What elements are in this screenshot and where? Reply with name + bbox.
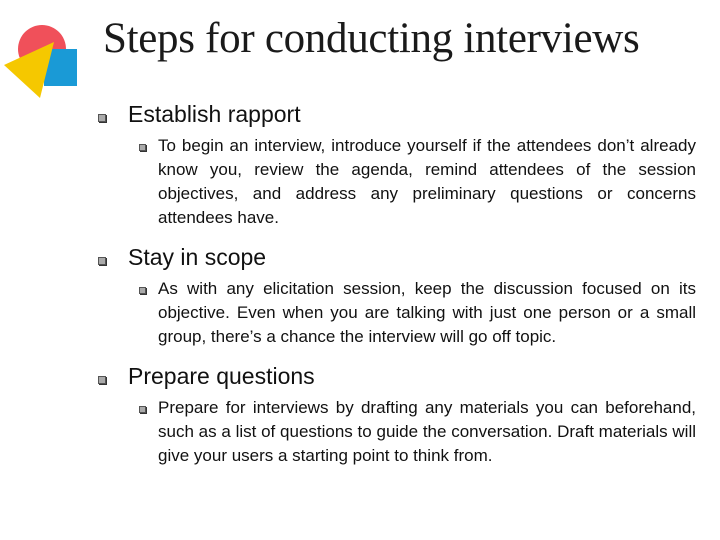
square-bullet-icon xyxy=(139,144,146,151)
bullet-level-2 xyxy=(124,396,696,468)
bullet-level-1 xyxy=(96,98,696,130)
square-bullet-icon xyxy=(139,287,146,294)
bullet-heading: Stay in scope xyxy=(128,244,267,270)
bullet-level-2 xyxy=(124,277,696,349)
square-bullet-icon xyxy=(98,114,106,122)
bullet-heading: Establish rapport xyxy=(128,101,301,127)
colored-shapes-logo-icon xyxy=(0,12,96,102)
square-bullet-icon xyxy=(98,376,106,384)
slide-logo xyxy=(0,12,96,102)
bullet-level-1 xyxy=(96,360,696,392)
square-bullet-icon xyxy=(139,406,146,413)
bullet-list xyxy=(96,98,696,479)
bullet-heading: Prepare questions xyxy=(128,363,315,389)
bullet-detail: Prepare for interviews by drafting any materials you can beforehand, such as a list of questions to guide the conversation. Draft materials will give your users a starting point to think from. xyxy=(158,398,696,465)
bullet-level-2 xyxy=(124,134,696,230)
bullet-detail: To begin an interview, introduce yourself if the attendees don’t already know you, review the agenda, remind attendees of the session objectives, and address any preliminary questions or concerns attendees have. xyxy=(158,136,696,227)
bullet-detail: As with any elicitation session, keep the discussion focused on its objective. Even when you are talking with just one person or a small group, there’s a chance the interview will go off topic. xyxy=(158,279,696,346)
square-bullet-icon xyxy=(98,257,106,265)
list-item xyxy=(96,98,696,230)
page-title: Steps for conducting interviews xyxy=(103,15,640,62)
list-item xyxy=(96,241,696,349)
list-item xyxy=(96,360,696,468)
bullet-level-1 xyxy=(96,241,696,273)
